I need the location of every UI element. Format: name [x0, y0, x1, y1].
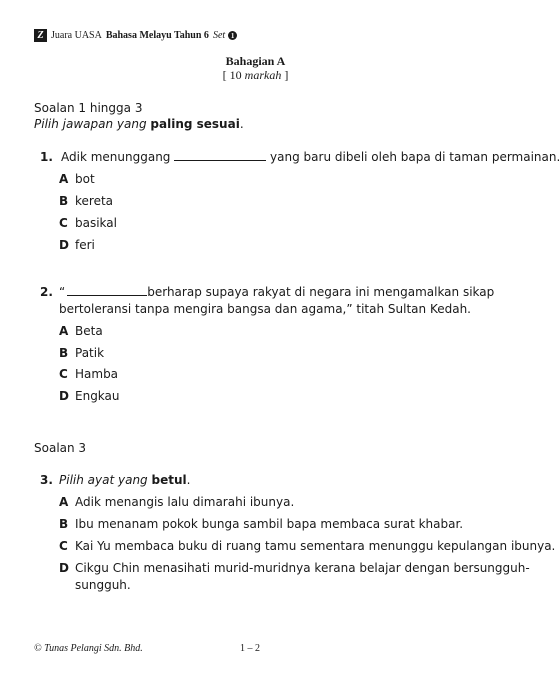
- book-title: Bahasa Melayu Tahun 6: [105, 30, 209, 41]
- group-heading-1: Soalan 1 hingga 3: [34, 101, 143, 115]
- option-letter: C: [59, 367, 68, 381]
- option-text: Ibu menanam pokok bunga sambil bapa membaca surat khabar.: [75, 517, 464, 531]
- option-letter: C: [59, 539, 68, 553]
- answer-blank: [174, 151, 266, 161]
- publisher-logo: Z: [34, 29, 47, 42]
- option-text: Beta: [75, 324, 103, 338]
- option-text: Hamba: [75, 367, 119, 381]
- section-marks: [ 10 markah ]: [222, 68, 289, 82]
- question-number-2: 2.: [40, 285, 53, 299]
- option-text: bot: [75, 172, 95, 186]
- option-text-continued: sungguh.: [75, 578, 131, 592]
- option-text: kereta: [75, 194, 114, 208]
- page-number: 1 – 2: [240, 643, 260, 654]
- series-name: Juara UASA: [51, 30, 102, 41]
- question-stem-3: Pilih ayat yang betul.: [59, 473, 191, 487]
- option-letter: C: [59, 216, 68, 230]
- copyright-text: © Tunas Pelangi Sdn. Bhd.: [34, 643, 143, 654]
- option-letter: B: [59, 346, 69, 360]
- group-instruction-1: Pilih jawapan yang paling sesuai.: [34, 117, 244, 131]
- option-letter: D: [59, 561, 69, 575]
- set-number-badge: 1: [228, 31, 237, 40]
- option-letter: A: [59, 324, 69, 338]
- option-letter: B: [59, 194, 69, 208]
- option-text: feri: [75, 238, 95, 252]
- marks-word: markah: [244, 68, 282, 82]
- question-stem-2-line-1: “ berharap supaya rakyat di negara ini mengamalkan sikap: [59, 285, 495, 299]
- question-number-3: 3.: [40, 473, 53, 487]
- option-letter: D: [59, 238, 69, 252]
- option-letter: B: [59, 517, 69, 531]
- question-number-1: 1.: [40, 150, 53, 164]
- group-heading-2: Soalan 3: [34, 441, 87, 455]
- answer-blank: [67, 286, 147, 296]
- option-letter: A: [59, 172, 69, 186]
- option-text: Patik: [75, 346, 105, 360]
- question-stem-1: Adik menunggang yang baru dibeli oleh bapa di taman permainan.: [61, 150, 560, 164]
- option-text: basikal: [75, 216, 117, 230]
- option-text: Kai Yu membaca buku di ruang tamu sementara menunggu kepulangan ibunya.: [75, 539, 556, 553]
- option-text: Engkau: [75, 389, 120, 403]
- option-text: Cikgu Chin menasihati murid-muridnya kerana belajar dengan bersungguh-: [75, 561, 530, 575]
- section-title: Bahagian A: [225, 54, 286, 68]
- option-letter: D: [59, 389, 69, 403]
- option-text: Adik menangis lalu dimarahi ibunya.: [75, 495, 295, 509]
- question-stem-2-line-2: bertoleransi tanpa mengira bangsa dan agama,” titah Sultan Kedah.: [59, 302, 471, 316]
- set-label: Set: [212, 30, 226, 41]
- page-header: [34, 29, 237, 42]
- option-letter: A: [59, 495, 69, 509]
